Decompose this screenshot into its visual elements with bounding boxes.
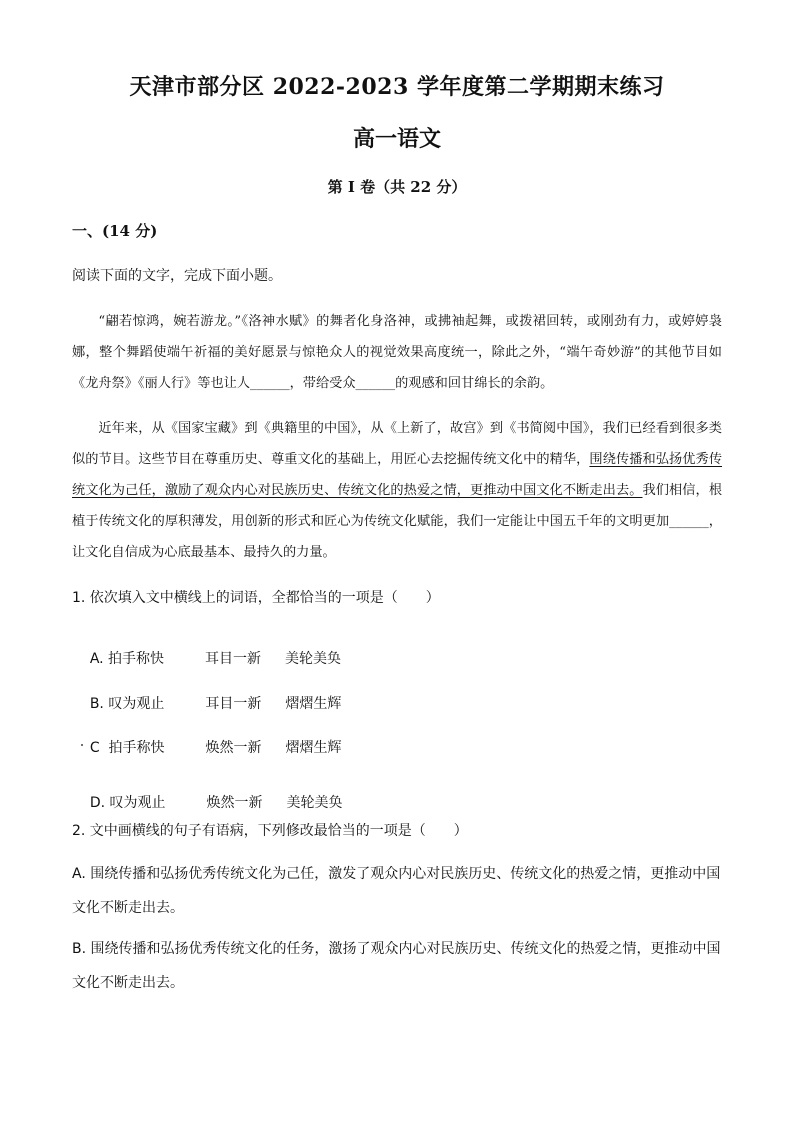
option-word: 拍手称快 (108, 740, 165, 756)
option-word: 焕然一新 (206, 795, 263, 811)
volume-heading: 第 I 卷（共 22 分） (327, 178, 467, 196)
question-1-option-c[interactable] (72, 721, 342, 773)
passage-paragraph-2 (72, 413, 722, 568)
option-label: B. (89, 696, 104, 712)
question-1-stem: 1. 依次填入文中横线上的词语，全都恰当的一项是（ ） (72, 590, 440, 606)
option-label: A. (72, 866, 86, 882)
reading-instruction: 阅读下面的文字，完成下面小题。 (72, 268, 282, 284)
subject-title: 高一语文 (352, 126, 441, 152)
page-title: 天津市部分区 2022-2023 学年度第二学期期末练习 (129, 74, 665, 100)
option-label: A. (89, 651, 104, 667)
option-word: 叹为观止 (108, 696, 165, 712)
option-word: 耳目一新 (205, 696, 262, 712)
section-heading: 一、(14 分) (72, 222, 158, 240)
underlined-sentence: 围绕传播和弘扬优秀传统文化为己任，激励了观众内心对民族历史、传统文化的热爱之情，更推动中国文化不断走出去。 (72, 452, 723, 498)
option-word: 熠熠生辉 (285, 696, 342, 712)
option-word: 叹为观止 (109, 795, 166, 811)
option-label: B. (72, 941, 87, 957)
option-word: 焕然一新 (205, 740, 262, 756)
question-2-option-a[interactable] (72, 857, 722, 925)
question-2-option-b[interactable] (72, 932, 722, 1000)
passage-text: 我们相信，根植于传统文化的厚积薄发，用创新的形式和匠心为传统文化赋能，我们一定能让中国五千年的文明更加______，让文化自信成为心底最基本、最持久的力量。 (72, 483, 723, 560)
option-word: 美轮美奂 (285, 651, 342, 667)
option-word: 熠熠生辉 (285, 740, 342, 756)
question-2-stem: 2. 文中画横线的句子有语病，下列修改最恰当的一项是（ ） (72, 823, 468, 839)
option-word: 耳目一新 (205, 651, 262, 667)
passage-paragraph-1: “翩若惊鸿，婉若游龙。”《洛神水赋》的舞者化身洛神，或拂袖起舞，或拨裙回转，或刚劲有力，或婷婷袅娜，整个舞蹈使端午祈福的美好愿景与惊艳众人的视觉效果高度统一，除此之外，“端午奇妙游”的其他节目如《龙舟祭》《丽人行》等也让人______，带给受众______的观感和回甘绵长的余韵。 (72, 314, 722, 391)
passage-text: 近年来，从《国家宝藏》到《典籍里的中国》，从《上新了，故宫》到《书简阅中国》，我们已经看到很多类似的节目。这些节目在尊重历史、尊重文化的基础上，用匠心去挖掘传统文化中的精华， (72, 421, 722, 467)
option-word: 拍手称快 (108, 651, 165, 667)
option-label: C (89, 740, 100, 756)
option-label: D. (89, 795, 106, 811)
option-word: 美轮美奂 (286, 795, 343, 811)
option-text: 围绕传播和弘扬优秀传统文化的任务，激扬了观众内心对民族历史、传统文化的热爱之情，更推动中国文化不断走出去。 (72, 941, 721, 991)
scan-dot (81, 744, 83, 746)
option-text: 围绕传播和弘扬优秀传统文化为己任，激发了观众内心对民族历史、传统文化的热爱之情，更推动中国文化不断走出去。 (72, 866, 721, 916)
